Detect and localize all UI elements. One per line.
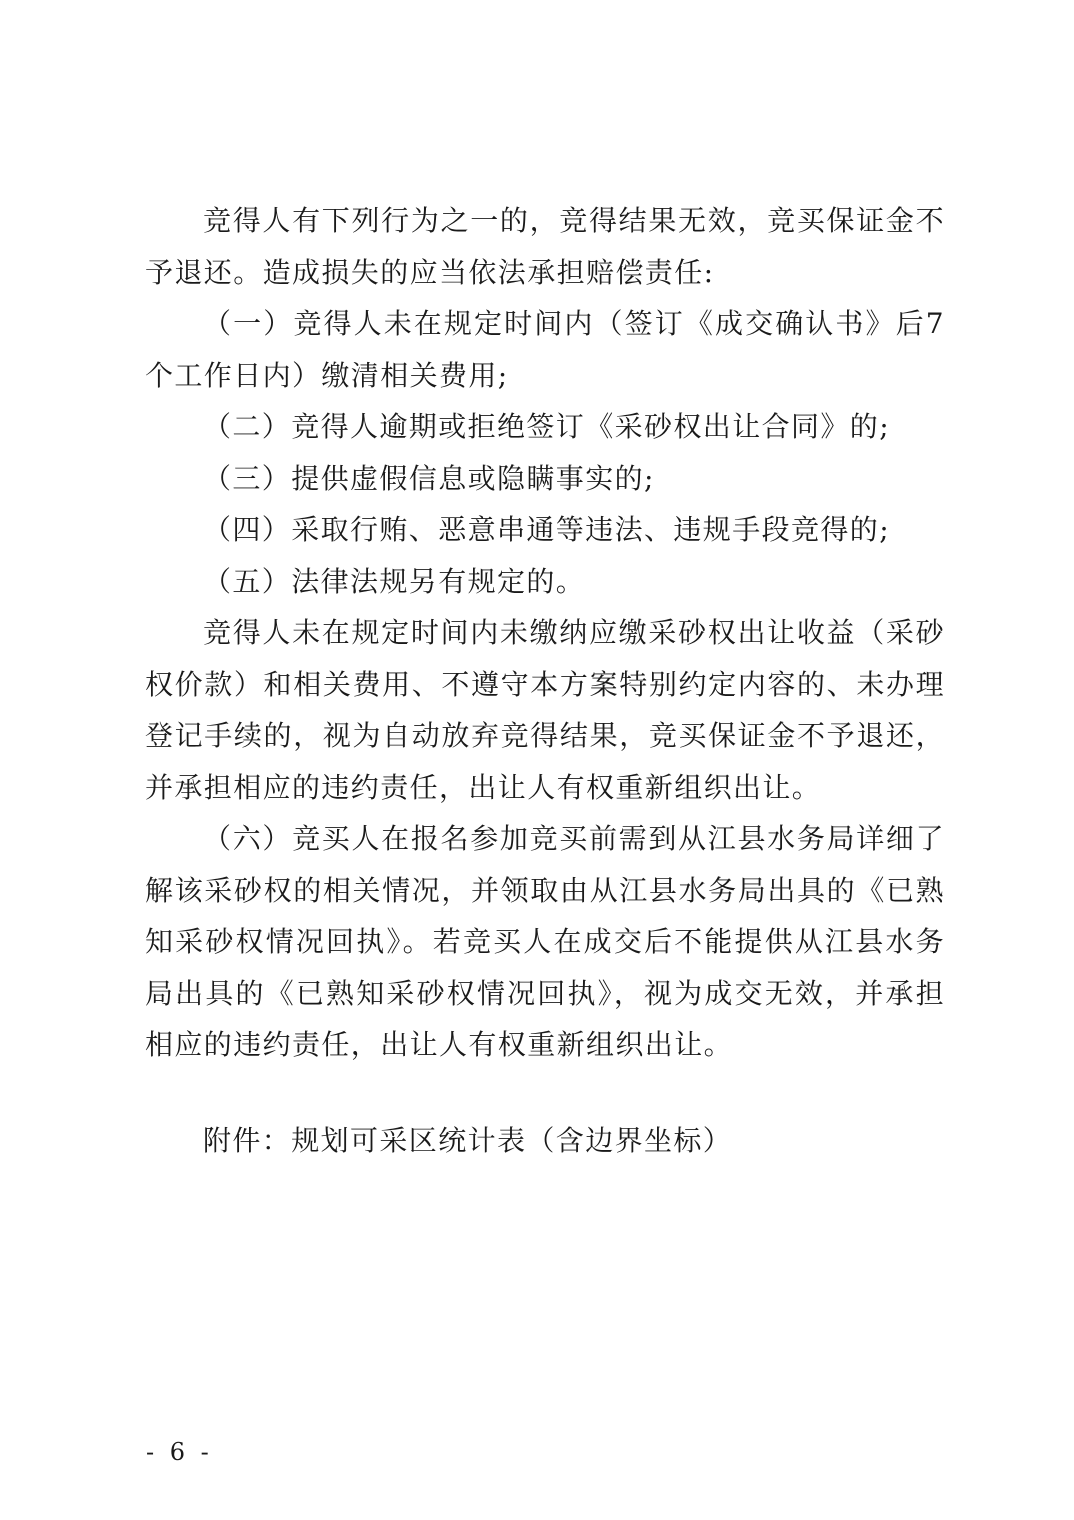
list-item-5: （五）法律法规另有规定的。	[203, 564, 586, 598]
list-item-6: （六）竞买人在报名参加竞买前需到从江县水务局详细了解该采砂权的相关情况，并领取由从江县水务局出具的《已熟知采砂权情况回执》。若竞买人在成交后不能提供从江县水务局出具的《已熟知采砂权情况回执》，视为成交无效，并承担相应的违约责任，出让人有权重新组织出让。	[145, 822, 945, 1061]
list-item-3: （三）提供虚假信息或隐瞒事实的;	[203, 461, 655, 495]
attachment-line: 附件：规划可采区统计表（含边界坐标）	[203, 1123, 733, 1157]
document-body	[145, 195, 945, 1166]
list-item-4: （四）采取行贿、恶意串通等违法、违规手段竞得的;	[203, 513, 891, 546]
paragraph-forfeit: 竞得人未在规定时间内未缴纳应缴采砂权出让收益（采砂权价款）和相关费用、不遵守本方案特别约定内容的、未办理登记手续的，视为自动放弃竞得结果，竞买保证金不予退还，并承担相应的违约责任，出让人有权重新组织出让。	[145, 616, 945, 804]
page-number: - 6 -	[146, 1438, 213, 1466]
list-item-1: （一）竞得人未在规定时间内（签订《成交确认书》后7个工作日内）缴清相关费用;	[145, 307, 945, 392]
paragraph-invalid-conditions: 竞得人有下列行为之一的，竞得结果无效，竞买保证金不予退还。造成损失的应当依法承担赔偿责任:	[145, 204, 945, 289]
list-item-2: （二）竞得人逾期或拒绝签订《采砂权出让合同》的;	[203, 410, 891, 443]
